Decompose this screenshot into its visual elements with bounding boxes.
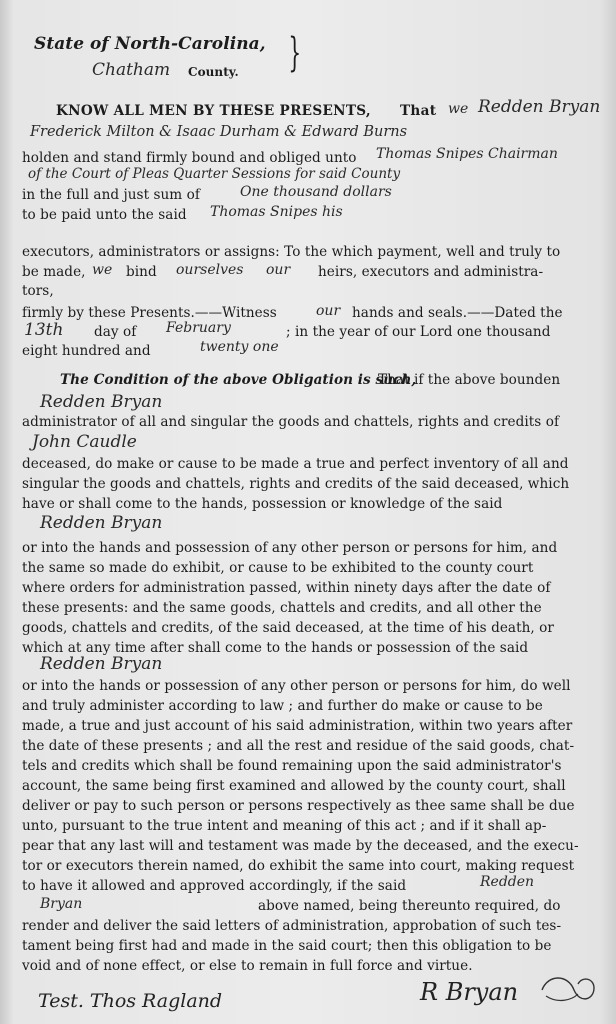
hw-our2: our <box>316 303 341 319</box>
line-firmly: firmly by these Presents.——Witness <box>22 305 277 321</box>
line-dayof: day of <box>94 324 137 340</box>
hw-admin3: Redden Bryan <box>40 654 163 674</box>
witness-signature: Test. Thos Ragland <box>38 990 223 1012</box>
line-d1: deceased, do make or cause to be made a true and perfect inventory of all and <box>22 456 569 472</box>
hw-day: 13th <box>24 320 64 340</box>
hw-obligee: Thomas Snipes Chairman <box>376 146 558 162</box>
line-e5: goods, chattels and credits, of the said deceased, at the time of his death, or <box>22 620 554 636</box>
hw-month: February <box>166 320 231 336</box>
line-bind: bind <box>126 264 157 280</box>
know-all-men: KNOW ALL MEN BY THESE PRESENTS, <box>56 103 371 119</box>
paid-label: to be paid unto the said <box>22 207 187 223</box>
condition-heading: The Condition of the above Obligation is such, <box>60 372 417 388</box>
hw-bryan: Bryan <box>40 896 83 912</box>
hw-paid-to: Thomas Snipes his <box>210 204 343 220</box>
county-handwritten: Chatham <box>92 60 171 80</box>
line-f2: and truly administer according to law ; and further do make or cause to be <box>22 698 543 714</box>
line-f6: account, the same being first examined and allowed by the county court, shall <box>22 778 566 794</box>
seal-scroll <box>538 970 598 1010</box>
line-eight: eight hundred and <box>22 343 151 359</box>
line-e3: where orders for administration passed, within ninety days after the date of <box>22 580 551 596</box>
line-hands: hands and seals.——Dated the <box>352 305 563 321</box>
line-f10: tor or executors therein named, do exhibit the same into court, making request <box>22 858 575 874</box>
hw-we2: we <box>92 262 113 278</box>
hw-year: twenty one <box>200 339 279 355</box>
line-tors: tors, <box>22 283 54 299</box>
line-f1: or into the hands or possession of any other person or persons for him, do well <box>22 678 571 694</box>
line-heirs: heirs, executors and administra- <box>318 264 544 280</box>
line-year: ; in the year of our Lord one thousand <box>286 324 551 340</box>
line-executors: executors, administrators or assigns: To the which payment, well and truly to <box>22 244 561 260</box>
line-e2: the same so made do exhibit, or cause to be exhibited to the county court <box>22 560 534 576</box>
line-e1: or into the hands and possession of any other person or persons for him, and <box>22 540 558 556</box>
hw-we: we <box>448 101 469 117</box>
line-f4: the date of these presents ; and all the rest and residue of the said goods, chat- <box>22 738 575 754</box>
county-label: County. <box>188 65 239 79</box>
line-e6: which at any time after shall come to the hands or possession of the said <box>22 640 529 656</box>
that-word: That <box>400 103 437 119</box>
line-g1: above named, being thereunto required, do <box>258 898 561 914</box>
line-d2: singular the goods and chattels, rights and credits of the said deceased, which <box>22 476 570 492</box>
line-f5: tels and credits which shall be found remaining upon the said administrator's <box>22 758 562 774</box>
line-g4: void and of none effect, or else to remain in full force and virtue. <box>22 958 473 974</box>
signer-signature: R Bryan <box>420 978 519 1006</box>
hw-admin1: Redden Bryan <box>40 392 163 412</box>
line-be-made: be made, <box>22 264 86 280</box>
hw-court: of the Court of Pleas Quarter Sessions for said County <box>28 166 401 182</box>
holden-line: holden and stand firmly bound and obliged unto <box>22 150 357 166</box>
line-f7: deliver or pay to such person or persons respectively as thee same shall be due <box>22 798 575 814</box>
hw-admin2: Redden Bryan <box>40 513 163 533</box>
hw-redden: Redden <box>480 874 535 890</box>
hw-sum: One thousand dollars <box>240 184 392 200</box>
hw-our: our <box>266 262 291 278</box>
sum-label: in the full and just sum of <box>22 187 200 203</box>
line-d3: have or shall come to the hands, possession or knowledge of the said <box>22 496 503 512</box>
line-f9: pear that any last will and testament was made by the deceased, and the execu- <box>22 838 579 854</box>
line-admin-of: administrator of all and singular the goods and chattels, rights and credits of <box>22 414 560 430</box>
line-e4: these presents: and the same goods, chattels and credits, and all other the <box>22 600 542 616</box>
state-heading: State of North-Carolina, <box>34 34 266 54</box>
hw-sureties: Frederick Milton & Isaac Durham & Edward Burns <box>30 124 408 140</box>
hw-ourselves: ourselves <box>176 262 244 278</box>
line-f3: made, a true and just account of his said administration, within two years after <box>22 718 573 734</box>
line-g3: tament being first had and made in the said court; then this obligation to be <box>22 938 552 954</box>
condition-rest: That if the above bounden <box>378 372 561 388</box>
header-brace: } <box>288 30 302 76</box>
hw-principal: Redden Bryan <box>478 97 601 117</box>
line-f11: to have it allowed and approved accordingly, if the said <box>22 878 407 894</box>
line-f8: unto, pursuant to the true intent and meaning of this act ; and if it shall ap- <box>22 818 547 834</box>
hw-deceased: John Caudle <box>32 432 137 452</box>
line-g2: render and deliver the said letters of administration, approbation of such tes- <box>22 918 562 934</box>
